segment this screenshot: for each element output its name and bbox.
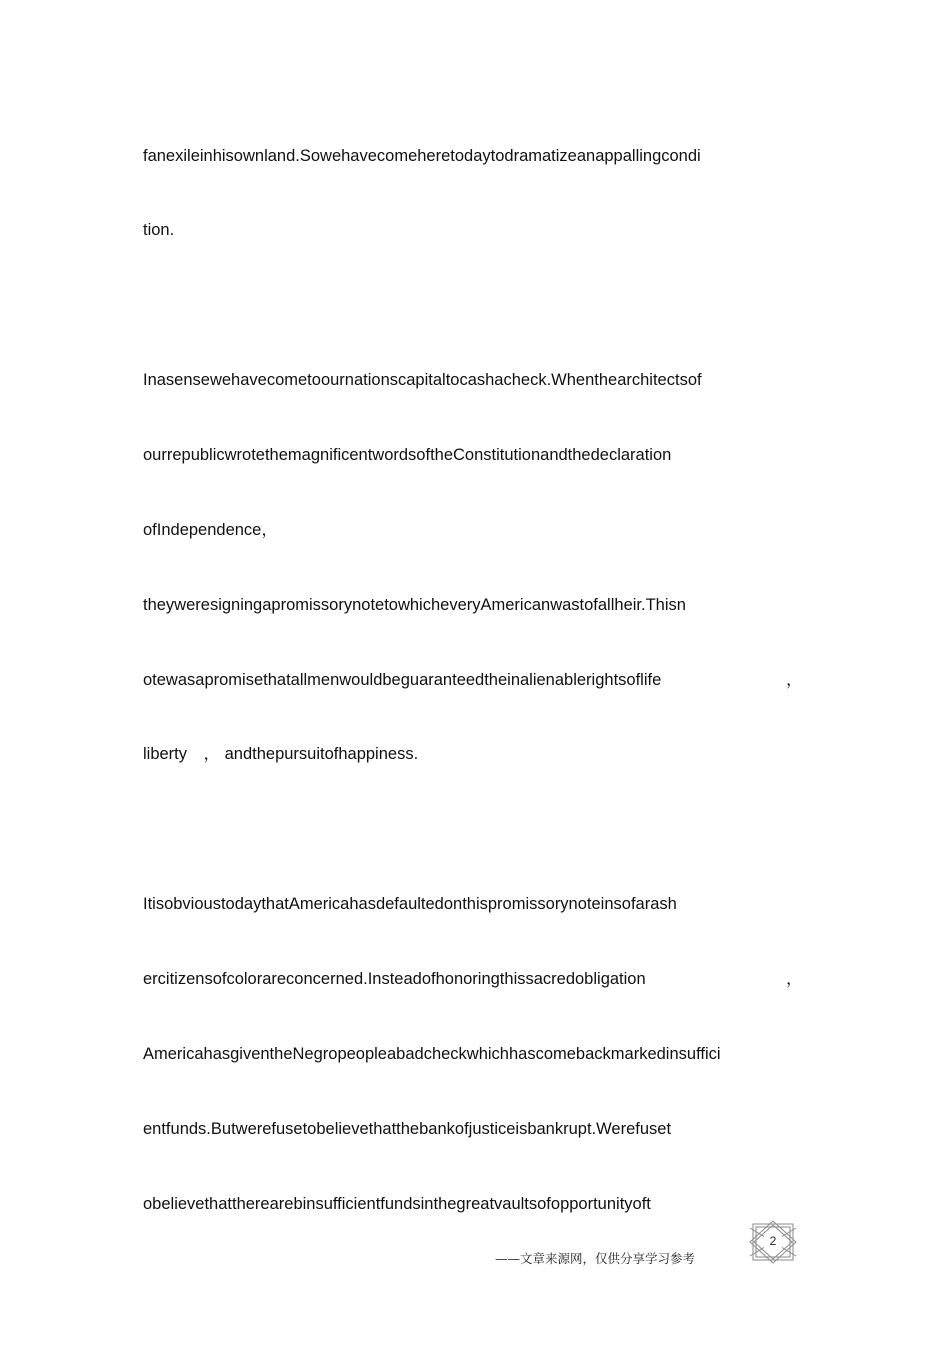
footer-note: ——文章来源网，仅供分享学习参考 [495,1251,696,1266]
text-line: ItisobvioustodaythatAmericahasdefaultedonthispromissorynoteinsofarash [143,895,677,913]
text-line: ofIndependence， [143,521,278,539]
trailing-comma: ， [786,970,803,988]
text-line: tion. [143,221,175,239]
text-line: otewasapromisethatallmenwouldbeguaranteedtheinalienablerightsoflife [143,671,662,689]
text-line: liberty ， andthepursuitofhappiness. [143,745,419,763]
trailing-comma: ， [786,671,803,689]
page-number: 2 [769,1234,777,1248]
text-line: ercitizensofcolorareconcerned.Insteadofhonoringthissacredobligation [143,970,646,988]
text-line: fanexileinhisownland.Sowehavecomeheretodaytodramatizeanappallingcondi [143,147,701,165]
text-line: obelievethattherearebinsufficientfundsinthegreatvaultsofopportunityoft [143,1195,651,1213]
page-number-badge [748,1220,798,1264]
text-line: theyweresigningapromissorynotetowhicheveryAmericanwastofallheir.Thisn [143,596,686,614]
text-line: ourrepublicwrotethemagnificentwordsoftheConstitutionandthedeclaration [143,446,672,464]
text-line: AmericahasgiventheNegropeopleabadcheckwhichhascomebackmarkedinsuffici [143,1045,721,1063]
text-line: Inasensewehavecometoournationscapitaltocashacheck.Whenthearchitectsof [143,371,702,389]
text-line: entfunds.Butwerefusetobelievethatthebankofjusticeisbankrupt.Werefuset [143,1120,672,1138]
